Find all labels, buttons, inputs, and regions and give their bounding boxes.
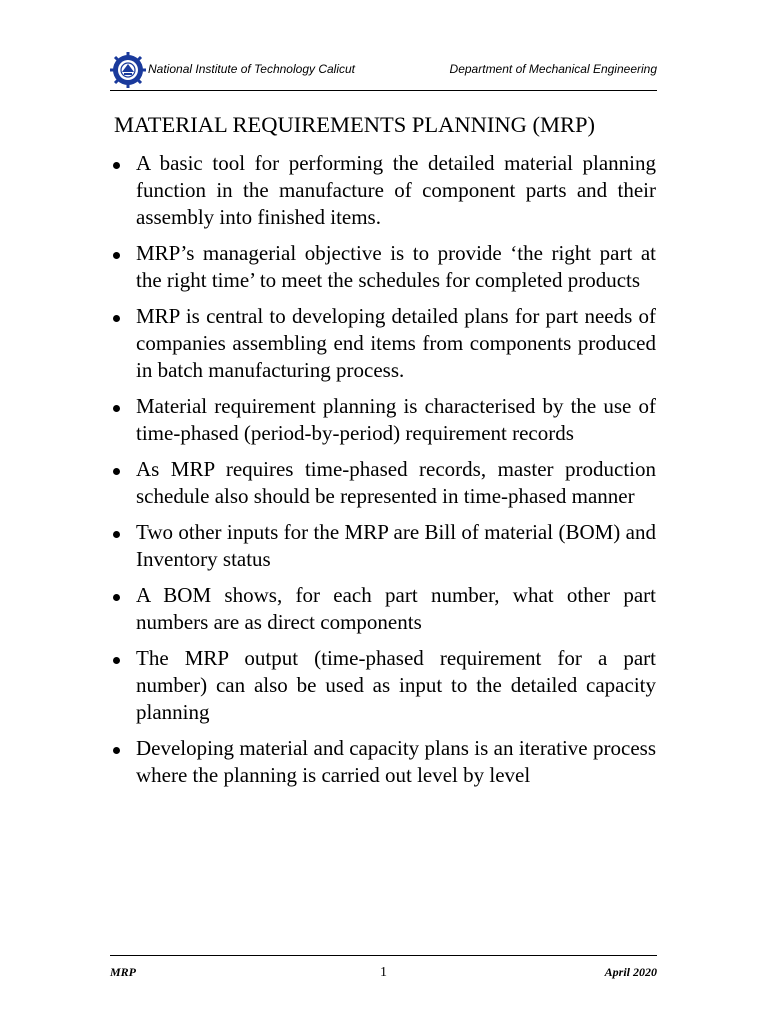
page-number: 1	[380, 965, 387, 980]
list-item	[113, 645, 656, 726]
bullet-dot-icon	[113, 405, 120, 412]
bullet-text: MRP’s managerial objective is to provide ‘the right part at the right time’ to meet the schedules for completed products	[136, 241, 656, 292]
bullet-dot-icon	[113, 594, 120, 601]
bullet-text: As MRP requires time-phased records, master production schedule also should be represented in time-phased manner	[136, 457, 656, 508]
bullet-text: Material requirement planning is characterised by the use of time-phased (period-by-period) requirement records	[136, 394, 656, 445]
list-item	[113, 240, 656, 294]
bullet-dot-icon	[113, 315, 120, 322]
bullet-text: A basic tool for performing the detailed material planning function in the manufacture of component parts and their assembly into finished items.	[136, 151, 656, 229]
footer-date: April 2020	[604, 965, 657, 979]
list-item	[113, 456, 656, 510]
bullet-list	[113, 150, 656, 798]
bullet-text: Two other inputs for the MRP are Bill of material (BOM) and Inventory status	[136, 520, 656, 571]
bullet-text: MRP is central to developing detailed plans for part needs of companies assembling end items from components produced in batch manufacturing process.	[136, 304, 656, 382]
bullet-text: A BOM shows, for each part number, what other part numbers are as direct components	[136, 583, 656, 634]
bullet-dot-icon	[113, 252, 120, 259]
list-item	[113, 735, 656, 789]
page-title: MATERIAL REQUIREMENTS PLANNING (MRP)	[114, 112, 596, 137]
page-header	[110, 50, 657, 91]
list-item	[113, 582, 656, 636]
bullet-dot-icon	[113, 531, 120, 538]
list-item	[113, 393, 656, 447]
bullet-dot-icon	[113, 162, 120, 169]
footer-label: MRP	[110, 965, 137, 979]
department-name: Department of Mechanical Engineering	[449, 62, 657, 76]
page-footer	[110, 955, 657, 986]
institute-name: National Institute of Technology Calicut	[148, 62, 356, 76]
list-item	[113, 303, 656, 384]
bullet-dot-icon	[113, 468, 120, 475]
list-item	[113, 150, 656, 231]
institute-seal-icon	[110, 52, 146, 88]
bullet-dot-icon	[113, 657, 120, 664]
bullet-dot-icon	[113, 747, 120, 754]
bullet-text: The MRP output (time-phased requirement for a part number) can also be used as input to the detailed capacity planning	[136, 646, 656, 724]
list-item	[113, 519, 656, 573]
bullet-text: Developing material and capacity plans is an iterative process where the planning is carried out level by level	[136, 736, 656, 787]
